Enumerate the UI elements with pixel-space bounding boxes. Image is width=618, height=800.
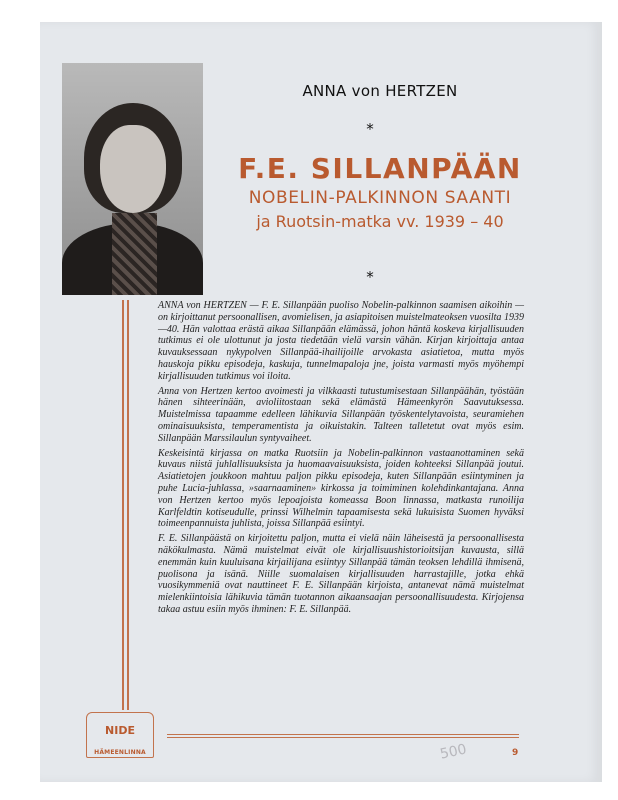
blurb-paragraph: F. E. Sillanpäästä on kirjoitettu paljon, mutta ei vielä näin läheisestä ja persoonallisesta näkökulmasta. Nämä muistelmat eivät ole kirjallisuushistorioitsijan kuvausta, sillä enemmän kuin kuuluisana kirjailijana esiintyy Sillanpää tämän teoksen lehdillä ihmisenä, puolisona ja isänä. Niille suomalaisen kirjallisuuden harrastajille, jotka ehkä vuosikymmeniä ovat nauttineet F. E. Sillanpään kirjoista, antanevat nämä muistelmat mielenkiintoisia lähikuvia tämän tuotannon aikaansaajan persoonallisuudesta. Kirjojensa takaa astuu esiin myös ihminen: F. E. Sillanpää. bbox=[158, 533, 524, 615]
publisher-logo-city: HÄMEENLINNA bbox=[94, 749, 146, 756]
title-line-1: F.E. SILLANPÄÄN bbox=[238, 152, 522, 185]
title-line-2: NOBELIN-PALKINNON SAANTI bbox=[248, 188, 512, 208]
author-portrait-photo bbox=[62, 63, 203, 295]
blurb-paragraph: Anna von Hertzen kertoo avoimesti ja vilkkaasti tutustumisestaan Sillanpäähän, työstään hänen sihteerinään, avioliitostaan sekä elämästä Hämeenkyrön Saavutuksessa. Muistelmissa tapaamme edelleen lähikuvia Sillanpään työskentelytavoista, seuramiehen ominaisuuksista, temperamentista ja oikuistakin. Talteen talletetut ovat myös esim. Sillanpään Marssilaulun syntyvaiheet. bbox=[158, 385, 524, 444]
page-number: 9 bbox=[512, 748, 519, 758]
star-ornament-icon: * bbox=[366, 120, 374, 138]
star-ornament-icon: * bbox=[366, 268, 374, 286]
decorative-vertical-rule bbox=[122, 300, 124, 710]
pencil-note: 500 bbox=[438, 741, 469, 763]
author-name: ANNA von HERTZEN bbox=[302, 82, 458, 100]
decorative-horizontal-rule bbox=[167, 734, 519, 738]
publisher-logo bbox=[86, 712, 154, 758]
blurb-paragraph: ANNA von HERTZEN — F. E. Sillanpään puoliso Nobelin-palkinnon saamisen aikoihin — on kirjoittanut persoonallisen, avomielisen, ja asiapitoisen muistelmateoksen vuosilta 1939—40. Hän valottaa erästä aikaa Sillanpään elämässä, johon häntä koskeva kirjallisuuden tutkimus ei ole ulottunut ja josta tiedetään vielä varsin vähän. Kirjan kirjoittaja antaa kuvauksessaan nykypolven Sillanpää-ihailijoille arvokasta asiatietoa, mutta myös hauskoja pikku episodeja, kaskuja, tunnelmapaloja jne, joista varmasti myös myöhempi kirjallisuuden tutkimus voi iloita. bbox=[158, 300, 524, 382]
blurb-text bbox=[158, 300, 524, 619]
blurb-paragraph: Keskeisintä kirjassa on matka Ruotsiin ja Nobelin-palkinnon vastaanottaminen sekä kuvaus niistä juhlallisuuksista ja huomaavaisuuksista, joiden kohteeksi Sillanpää joutui. Asiatietojen joukkoon mahtuu paljon pikku episodeja, kuten Sillanpään esiintyminen ja puhe Lucia-juhlassa, »saarnaaminen» kirkossa ja toimiminen kolehdinkantajana. Anna von Hertzen kertoo myös lepoajoista komeassa Boon linnassa, matkasta runoilija Karlfeldtin kotiseudulle, prinssi Wilhelmin tapaamisesta sekä lukuisista Suomen hyväksi toimeenpannuista juhlista, joissa Sillanpää esiintyi. bbox=[158, 447, 524, 530]
publisher-logo-name: NIDE bbox=[105, 724, 135, 737]
decorative-vertical-rule bbox=[127, 300, 129, 710]
title-line-3: ja Ruotsin-matka vv. 1939 – 40 bbox=[256, 212, 504, 231]
book-title bbox=[220, 152, 540, 234]
